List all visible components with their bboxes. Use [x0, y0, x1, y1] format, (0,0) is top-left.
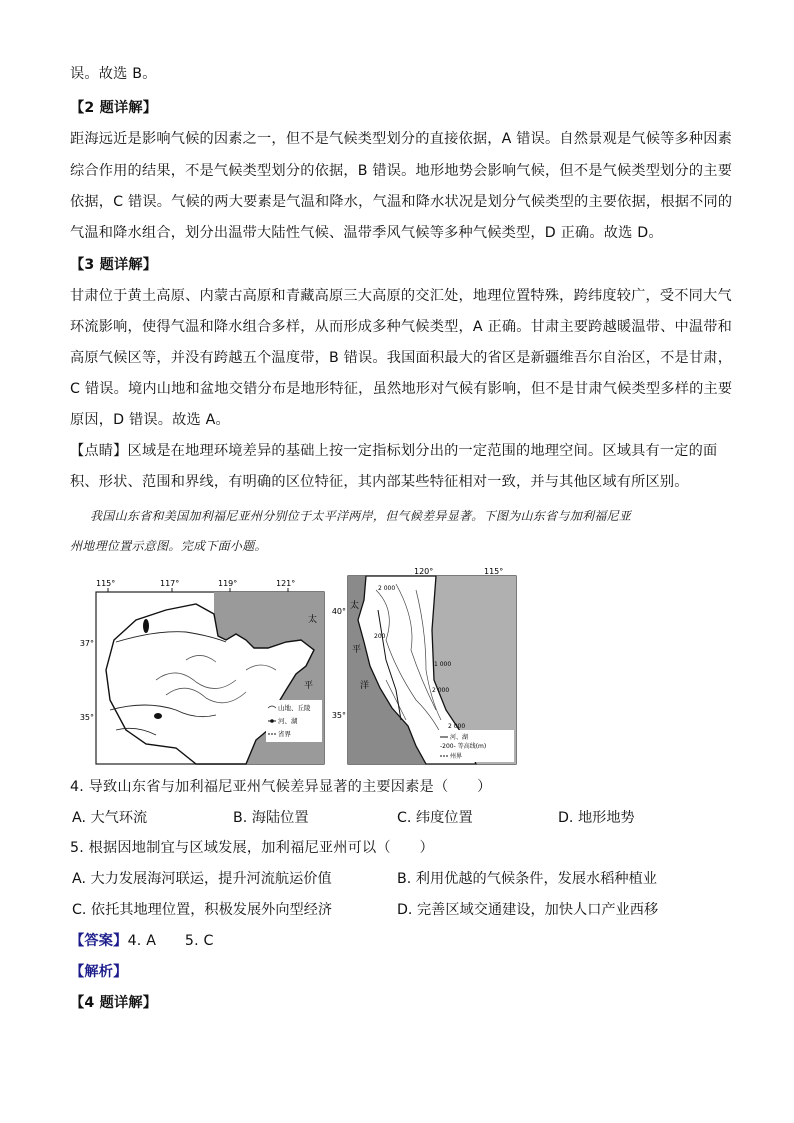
contour-label: 1 000 [434, 661, 452, 668]
text-line: 甘肃位于黄土高原、内蒙古高原和青藏高原三大高原的交汇处，地理位置特殊，跨纬度较广，受不同大气 [70, 288, 732, 304]
question-4-stem: 4. 导致山东省与加利福尼亚州气候差异显著的主要因素是（ ） [70, 779, 492, 795]
text-line: 气温和降水组合，划分出温带大陆性气候、温带季风气候等多种气候类型，D 正确。故选 D。 [70, 225, 663, 241]
analysis-header: 【解析】 [70, 964, 128, 980]
text-line: 误。故选 B。 [70, 66, 157, 82]
location-maps [79, 567, 516, 766]
legend-item: 河、湖 [450, 734, 469, 741]
lat-label: 35° [79, 713, 94, 722]
text-line: C 错误。境内山地和盆地交错分布是地形特征，虽然地形对气候有影响，但不是甘肃气候类型多样的主要 [70, 381, 733, 397]
lon-label: 115° [96, 579, 116, 588]
q5-option-a[interactable]: A. 大力发展海河联运，提升河流航运价值 [72, 871, 332, 887]
text-line: 环流影响，使得气温和降水组合多样，从而形成多种气候类型，A 正确。甘肃主要跨越暖温带、中温带和 [70, 319, 733, 335]
q4-option-c[interactable]: C. 纬度位置 [397, 810, 473, 826]
sea-label: 太 [350, 601, 360, 611]
sea-label: 洋 [360, 681, 370, 691]
question-5-stem: 5. 根据因地制宜与区域发展，加利福尼亚州可以（ ） [70, 840, 434, 856]
sea-label: 平 [304, 681, 314, 691]
tip-line: 【点睛】区域是在地理环境差异的基础上按一定指标划分出的一定范围的地理空间。区域具有一定的面 [70, 443, 718, 459]
intro-line: 州地理位置示意图。完成下面小题。 [70, 539, 267, 553]
text-line: 距海远近是影响气候的因素之一，但不是气候类型划分的直接依据，A 错误。自然景观是气候等多种因素 [70, 131, 733, 147]
contour-label: 2 000 [448, 723, 466, 730]
sea-label: 太 [308, 615, 318, 625]
section-header: 【2 题详解】 [70, 100, 158, 116]
text-line: 依据，C 错误。气候的两大要素是气温和降水，气温和降水状况是划分气候类型的主要依据，根据不同的 [70, 194, 733, 210]
california-map [332, 567, 516, 764]
text-line: 高原气候区等，并没有跨越五个温度带，B 错误。我国面积最大的省区是新疆维吾尔自治区，不是甘肃， [70, 350, 733, 366]
lon-label: 119° [218, 579, 238, 588]
lon-label: 121° [276, 579, 296, 588]
lon-label: 115° [484, 567, 504, 576]
text-line: 综合作用的结果，不是气候类型划分的依据，B 错误。地形地势会影响气候，但不是气候类型划分的主要 [70, 163, 733, 179]
q4-option-d[interactable]: D. 地形地势 [558, 810, 635, 826]
lon-label: 117° [160, 579, 180, 588]
legend-item: -200- 等高线(m) [440, 743, 487, 750]
q4-option-a[interactable]: A. 大气环流 [72, 810, 148, 826]
q4-option-b[interactable]: B. 海陆位置 [233, 810, 309, 826]
contour-label: 2 000 [432, 687, 450, 694]
lat-label: 35° [331, 711, 346, 720]
legend-item: 州界 [450, 753, 463, 760]
legend-item: 山地、丘陵 [278, 704, 311, 712]
lat-label: 40° [331, 607, 346, 616]
answer-text: 4. A 5. C [127, 933, 214, 949]
legend-item: 省界 [278, 730, 291, 738]
q5-option-b[interactable]: B. 利用优越的气候条件，发展水稻种植业 [397, 871, 657, 887]
text-line: 原因，D 错误。故选 A。 [70, 412, 230, 428]
shandong-map [80, 579, 324, 764]
section-header: 【4 题详解】 [70, 995, 158, 1011]
contour-label: 200 [374, 633, 386, 640]
answer-label: 【答案】 [70, 933, 128, 949]
intro-line: 我国山东省和美国加利福尼亚州分别位于太平洋两岸，但气候差异显著。下图为山东省与加利福尼亚 [90, 509, 632, 523]
lon-label: 120° [414, 567, 434, 576]
tip-line: 积、形状、范围和界线，有明确的区位特征，其内部某些特征相对一致，并与其他区域有所区别。 [70, 474, 689, 490]
q5-option-d[interactable]: D. 完善区域交通建设，加快人口产业西移 [397, 902, 659, 918]
section-header: 【3 题详解】 [70, 257, 158, 273]
legend-item: 河、湖 [278, 717, 298, 725]
q5-option-c[interactable]: C. 依托其地理位置，积极发展外向型经济 [72, 902, 333, 918]
contour-label: 2 000 [378, 585, 396, 592]
lat-label: 37° [79, 639, 94, 648]
answer-line [70, 931, 214, 951]
sea-label: 平 [352, 645, 362, 655]
